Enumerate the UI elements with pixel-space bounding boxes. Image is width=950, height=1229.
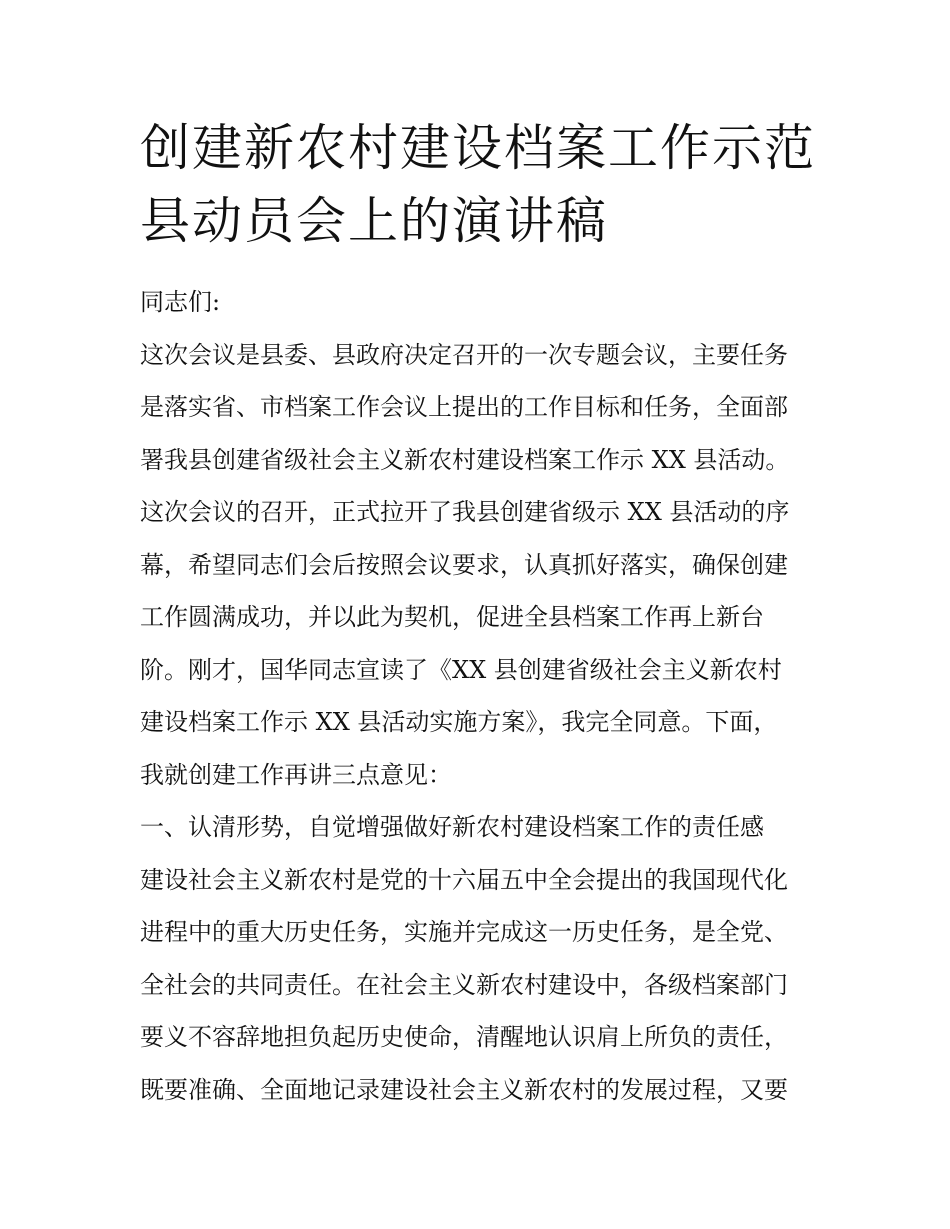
paragraph-line: 既要准确、全面地记录建设社会主义新农村的发展过程，又要 [140, 1075, 788, 1104]
paragraph-line: 是落实省、市档案工作会议上提出的工作目标和任务，全面部 [140, 393, 788, 421]
title-line: 创建新农村建设档案工作示范 [140, 119, 816, 177]
paragraph-line: 进程中的重大历史任务，实施并完成这一历史任务，是全党、 [140, 918, 788, 946]
paragraph-line: 署我县创建省级社会主义新农村建设档案工作示 XX 县活动。 [140, 445, 790, 474]
paragraph-line: 建设社会主义新农村是党的十六届五中全会提出的我国现代化 [140, 865, 788, 894]
title-line: 县动员会上的演讲稿 [140, 192, 608, 250]
paragraph-line: 幕，希望同志们会后按照会议要求，认真抓好落实，确保创建 [140, 550, 788, 579]
paragraph-line: 要义不容辞地担负起历史使命，清醒地认识肩上所负的责任， [140, 1023, 788, 1051]
document-body [140, 276, 820, 1116]
section-heading: 一、认清形势，自觉增强做好新农村建设档案工作的责任感 [140, 813, 764, 841]
paragraph-line: 全社会的共同责任。在社会主义新农村建设中，各级档案部门 [140, 970, 788, 999]
salutation: 同志们: [140, 288, 221, 316]
paragraph-line: 这次会议是县委、县政府决定召开的一次专题会议，主要任务 [140, 340, 788, 369]
document-title [140, 112, 820, 258]
paragraph-line: 这次会议的召开，正式拉开了我县创建省级示 XX 县活动的序 [140, 498, 790, 526]
paragraph-line: 建设档案工作示 XX 县活动实施方案》，我完全同意。下面， [140, 708, 778, 736]
paragraph-line: 我就创建工作再讲三点意见： [140, 760, 452, 789]
paragraph-line: 阶。刚才，国华同志宣读了《XX 县创建省级社会主义新农村 [140, 655, 782, 684]
paragraph-line: 工作圆满成功，并以此为契机，促进全县档案工作再上新台 [140, 603, 764, 631]
